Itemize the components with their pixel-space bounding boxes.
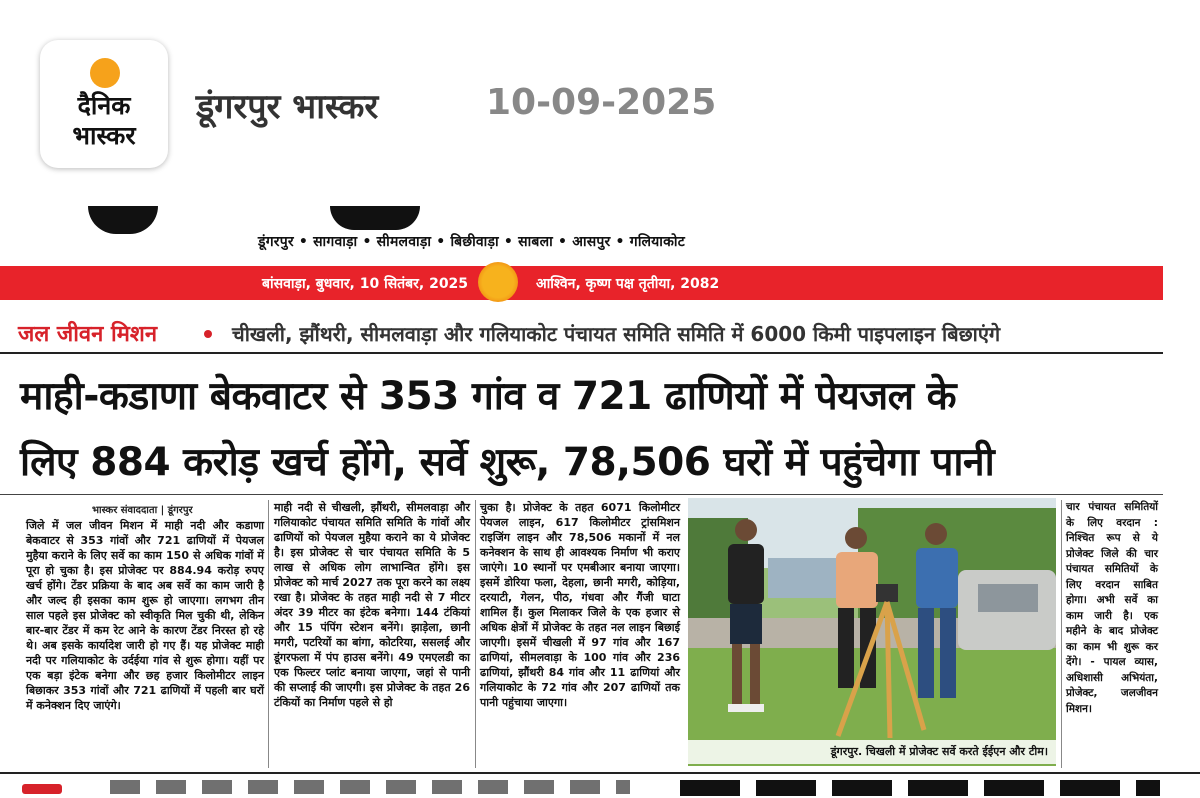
quote-lead: चार पंचायत समितियों के लिए वरदान : [1066, 501, 1158, 529]
column-divider [268, 500, 269, 768]
divider [0, 352, 1163, 354]
bullet-icon [204, 330, 212, 338]
headline-line-1: माही-कडाणा बेकवाटर से 353 गांव व 721 ढाणियों में पेयजल के [20, 374, 957, 419]
article-column-1: जिले में जल जीवन मिशन में माही नदी और कडाणा बेकवाटर से 353 गांवों और 721 ढाणियों में पेयजल मुहैया कराने के लिए सर्वे का काम 150 से अधिक गांवों में पूरा हो चुका है। इस प्रोजेक्ट पर 884.94 करोड़ रुपए खर्च होंगे। टेंडर प्रक्रिया के बाद अब सर्वे का काम जारी है और जल्द ही इसका काम शुरू हो जाएगा। लगभग तीन साल पहले इस प्रोजेक्ट को स्वीकृति मिल चुकी थी, लेकिन बार-बार टेंडर में कम रेट आने के कारण टेंडर निरस्त हो रहे थे। अब इसके कार्यादेश जारी हो गए हैं। यह प्रोजेक्ट माही नदी पर गलियाकोट के उर्दईया गांव से शुरू होगा। यहीं पर एक बड़ा इंटेक बनेगा और छह हजार किलोमीटर लाइन बिछाकर 353 गांवों और 721 ढाणियों में पहली बार घरों में कनेक्शन दिए जाएंगे। [26, 519, 264, 712]
next-article-kicker-fragment [22, 784, 62, 794]
photo-caption [688, 740, 1056, 764]
sun-icon [90, 58, 120, 88]
article-kicker: जल जीवन मिशन [18, 322, 158, 347]
masthead-glyph-fragment [330, 206, 420, 230]
logo-text-line2: भास्कर [72, 121, 136, 150]
divider [0, 772, 1200, 774]
byline: भास्कर संवाददाता | डूंगरपुर [92, 505, 193, 516]
column-divider [1061, 500, 1062, 768]
masthead-glyph-fragment [88, 206, 158, 234]
divider [0, 494, 1163, 495]
column-divider [475, 500, 476, 768]
masthead-hindu-calendar: आश्विन, कृष्ण पक्ष तृतीया, 2082 [536, 276, 720, 292]
edition-date: 10-09-2025 [486, 82, 717, 123]
dainik-bhaskar-logo[interactable] [40, 40, 168, 168]
logo-text-line1: दैनिक [77, 91, 131, 120]
survey-team-illustration [688, 498, 1056, 766]
news-photo [688, 498, 1056, 766]
masthead-cities: डूंगरपुर • सागवाड़ा • सीमलवाड़ा • बिछीवाड़ा • साबला • आसपुर • गलियाकोट [258, 234, 685, 250]
photo-caption-text: डूंगरपुर. चिखली में प्रोजेक्ट सर्वे करते ईईएन और टीम। [830, 745, 1048, 758]
article-column-4 [1066, 500, 1158, 760]
masthead-date-line: बांसवाड़ा, बुधवार, 10 सितंबर, 2025 [262, 276, 469, 292]
headline-line-2: लिए 884 करोड़ खर्च होंगे, सर्वे शुरू, 78,506 घरों में पहुंचेगा पानी [20, 440, 995, 485]
quote-body: निश्चित रूप से ये प्रोजेक्ट जिले की चार पंचायत समितियों के लिए वरदान साबित होगा। अभी सर्वे का काम जारी है। एक महीने के बाद प्रोजेक्ट का काम भी शुरू कर देंगे। - पायल व्यास, अधिशासी अभियंता, प्रोजेक्ट, जलजीवन मिशन। [1066, 532, 1158, 715]
article-subheadline: चीखली, झौंथरी, सीमलवाड़ा और गलियाकोट पंचायत समिति समिति में 6000 किमी पाइपलाइन बिछाएंगे [232, 322, 1001, 346]
article-column-2: माही नदी से चीखली, झौंथरी, सीमलवाड़ा और गलियाकोट पंचायत समिति समिति के गांवों और ढाणियों को पेयजल मुहैया कराने का ये प्रोजेक्ट है। इस प्रोजेक्ट से चार पंचायत समिति के 5 लाख से अधिक लोग लाभान्वित होंगे। इस प्रोजेक्ट को मार्च 2027 तक पूरा करने का लक्ष्य रखा है। प्रोजेक्ट के तहत माही नदी से 7 मीटर अंदर 39 मीटर का इंटेक बनेगा। 144 टंकियां और 15 पंपिंग स्टेशन बनेंगे। झाड़ेला, छानी मगरी, पटरियों का बांगा, कोटरिया, ससलई और डूंगरफला में पंप हाउस बनेंगे। 49 एमएलडी का एक फिल्टर प्लांट बनाया जाएगा, जहां से पानी की सप्लाई की जाएगी। इस प्रोजेक्ट के तहत 26 टंकियों का निर्माण पहले से हो [274, 501, 470, 709]
sun-icon [478, 262, 518, 302]
next-article-text-fragment [110, 780, 630, 794]
next-article-headline-fragment [680, 780, 1160, 796]
edition-title: डूंगरपुर भास्कर [196, 87, 379, 127]
article-column-3: चुका है। प्रोजेक्ट के तहत 6071 किलोमीटर पेयजल लाइन, 617 किलोमीटर ट्रांसमिशन राइजिंग लाइन और 78,506 मकानों में नल कनेक्शन के साथ ही आवश्यक निर्माण भी कराए जाएंगे। 10 स्थानों पर एमबीआर बनाया जाएगा। इसमें डोरिया फला, देहला, छानी मगरी, कोड़िया, दरयाटी, गेलन, पीठ, गंधवा और गैंजी घाटा शामिल हैं। कुल मिलाकर जिले के एक हजार से अधिक क्षेत्रों में प्रोजेक्ट के तहत नल लाइन बिछाई जाएगी। इसमें चीखली में 97 गांव और 167 ढाणियां, सीमलवाड़ा के 100 गांव और 236 ढाणियां, झौंथरी 84 गांव और 11 ढाणियां और गलियाकोट के 72 गांव और 207 ढाणियों तक पानी पहुंचाया जाएगा। [480, 501, 680, 709]
